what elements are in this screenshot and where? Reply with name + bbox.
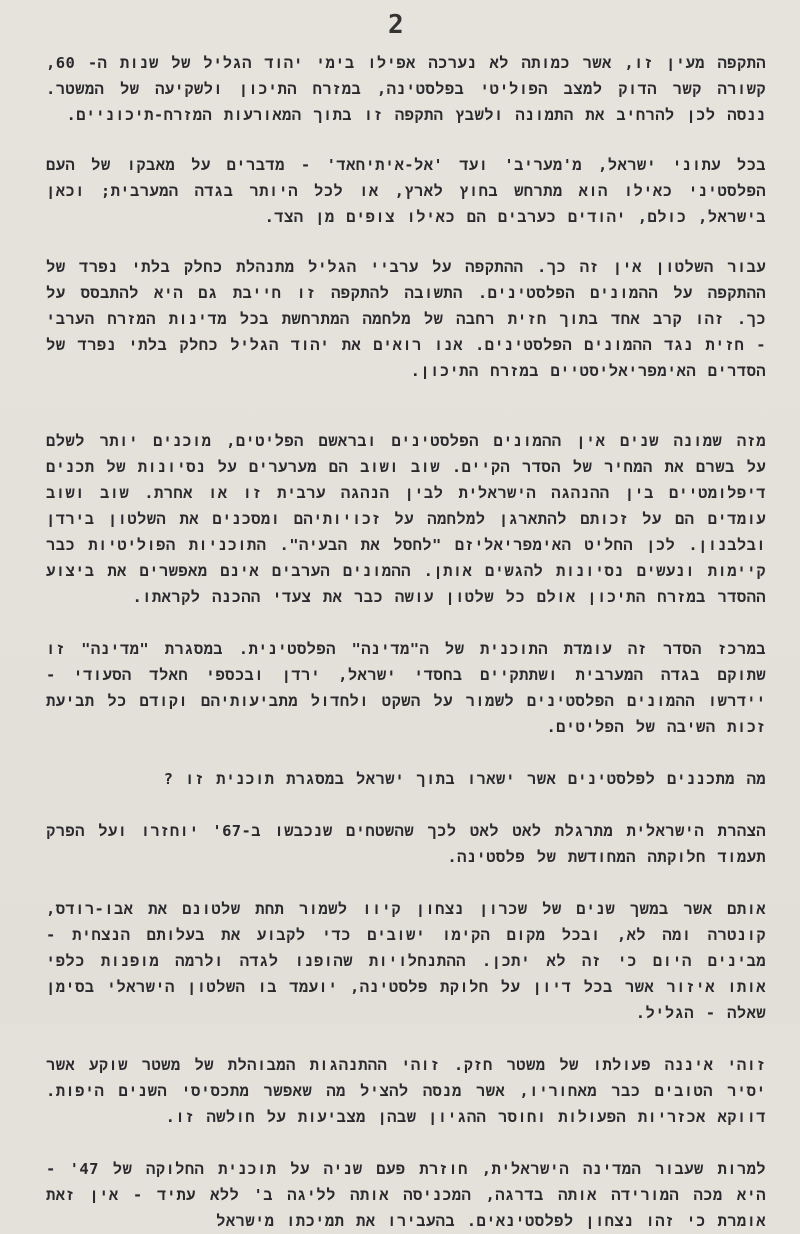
paragraph-3: עבור השלטון אין זה כך. ההתקפה על ערביי הגליל מתנהלת כחלק בלתי נפרד של ההתקפה על ההמונים הפלסטינים. התשובה להתקפה זו חייבת גם היא להתבסס על כך. זהו קרב אחד בתוך חזית רחבה של מלחמה המתרחשת בכל מדינות המזרח הערבי - חזית נגד ההמונים הפלסטינים. אנו רואים את יהוד הגליל כחלק בלתי נפרד של הסדרים האימפריאליסטיים במזרח התיכון. (46, 258, 766, 380)
paragraph-9: זוהי איננה פעולתו של משטר חזק. זוהי ההתנהגות המבוהלת של משטר שוקע אשר יסיר הטובים כבר מאחוריו, אשר מנסה להציל מה שאפשר מתכסיסי השנים היפות. דווקא אכזריות הפעולות וחוסר ההגיון שבהן מצביעות על חולשה זו. (46, 1056, 766, 1126)
paragraph-10: למרות שעבור המדינה הישראלית, חוזרת פעם שניה על תוכנית החלוקה של 47' - היא מכה המורידה אותה בדרגה, המכניסה אותה לליגה ב' ללא עתיד - אין זאת אומרת כי זהו נצחון לפלסטינאים. בהעבירו את תמיכתו מישראל (46, 1160, 766, 1230)
paragraph-7: הצהרת הישראלית מתרגלת לאט לאט לכך שהשטחים שנכבשו ב-67' יוחזרו ועל הפרק תעמוד חלוקתה המחודשת של פלסטינה. (46, 822, 766, 866)
paragraph-4: מזה שמונה שנים אין ההמונים הפלסטינים ובראשם הפליטים, מוכנים יותר לשלם על בשרם את המחיר של הסדר הקיים. שוב ושוב הם מערערים על נסיונות של תכנים דיפלומטיים בין ההנהגה הישראלית לבין הנהגה ערבית זו או אחרת. שוב ושוב עומדים הם על זכותם להתארגן למלחמה על זכויותיהם ומסכנים את השלטון בירדן ובלבנון. לכן החליט האימפריאליזם "לחסל את הבעיה". התוכניות הפוליטיות כבר קיימות ונעשים נסיונות להגשים אותן. ההמונים הערבים אינם מאפשרים את ביצוע ההסדר במזרח התיכון אולם כל שלטון עושה כבר את צעדי ההכנה לקראתו. (46, 432, 766, 606)
paragraph-6: מה מתכננים לפלסטינים אשר ישארו בתוך ישראל במסגרת תוכנית זו ? (163, 770, 766, 788)
page-number: 2 (388, 10, 404, 40)
paragraph-5: במרכז הסדר זה עומדת התוכנית של ה"מדינה" הפלסטינית. במסגרת "מדינה" זו שתוקם בגדה המערבית ושתתקיים בחסדי ישראל, ירדן ובכספי חאלד הסעודי - יידרשו ההמונים הפלסטינים לשמור על השקט ולחדול מתביעותיהם וקודם כל תביעת זכות השיבה של הפליטים. (46, 640, 766, 736)
document-body (46, 50, 766, 1234)
paragraph-8: אותם אשר במשך שנים של שכרון נצחון קיוו לשמור תחת שלטונם את אבו-רודס, קונטרה ומה לא, ובכל מקום הקימו ישובים כדי לקבוע את בעלותם הנצחית - מבינים היום כי זה לא יתכן. ההתנחלויות שהופנו לגדה ולרמה מופנות כלפי אותו איזור אשר בכל דיון על חלוקת פלסטינה, יועמד בו השלטון הישראלי בסימן שאלה - הגליל. (46, 900, 766, 1022)
paragraph-1: התקפה מעין זו, אשר כמותה לא נערכה אפילו בימי יהוד הגליל של שנות ה- 60, קשורה קשר הדוק למצב הפוליטי בפלסטינה, במזרח התיכון ולשקיעה של המשטר. ננסה לכן להרחיב את התמונה ולשבץ התקפה זו בתוך המאורעות המזרח-תיכוניים. (46, 54, 766, 124)
paragraph-2: בכל עתוני ישראל, מ'מעריב' ועד 'אל-איתיחאד' - מדברים על מאבקו של העם הפלסטיני כאילו הוא מתרחש בחוץ לארץ, או לכל היותר בגדה המערבית; וכאן בישראל, כולם, יהודים כערבים הם כאילו צופים מן הצד. (46, 156, 766, 226)
